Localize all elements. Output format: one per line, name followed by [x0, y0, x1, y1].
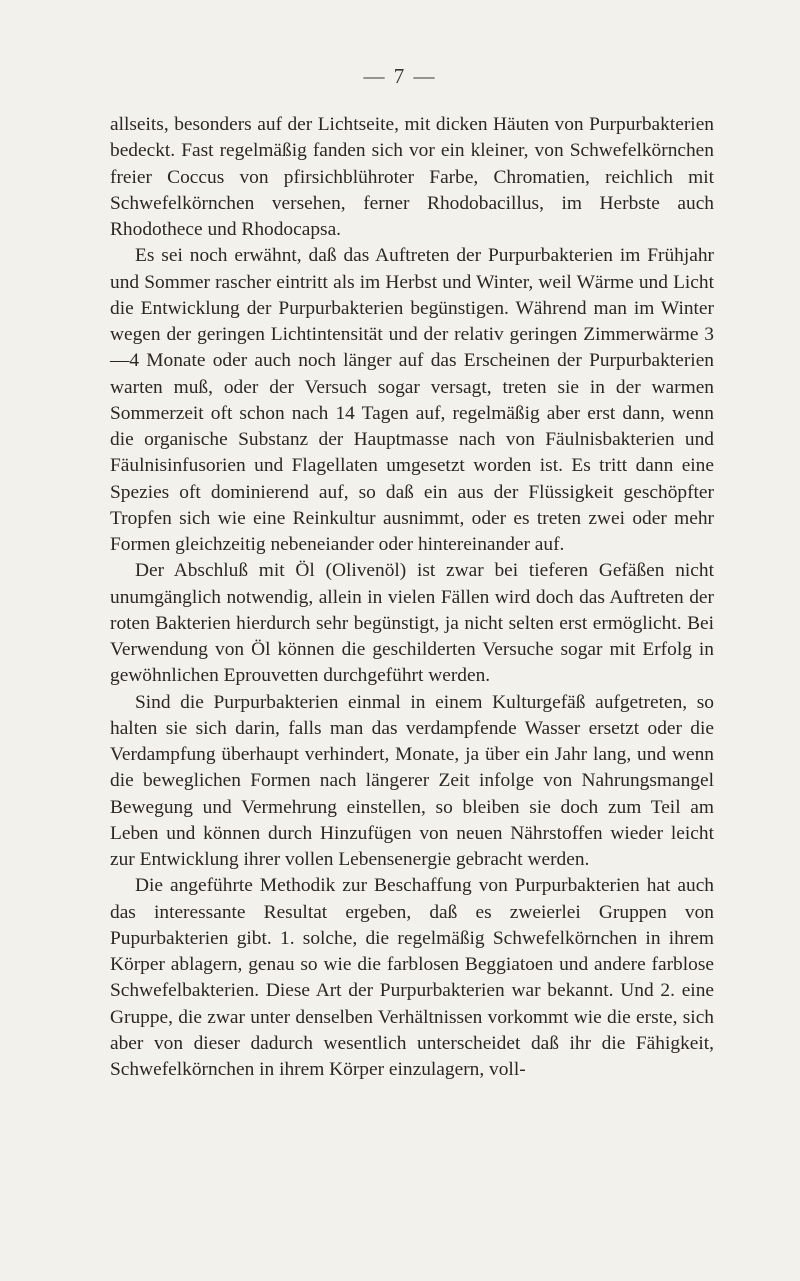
paragraph-4: Sind die Purpurbakterien einmal in einem Kulturgefäß aufgetreten, so halten sie sich darin, falls man das verdampfende Wasser ersetzt oder die Verdampfung überhaupt verhindert, Monate, ja über ein Jahr lang, und wenn die beweglichen Formen nach längerer Zeit infolge von Nahrungsmangel Bewegung und Vermehrung einstellen, so bleiben sie doch zum Teil am Leben und können durch Hinzufügen von neuen Nährstoffen wieder leicht zur Entwicklung ihrer vollen Lebensenergie gebracht werden. — [110, 691, 714, 870]
paragraph-5: Die angeführte Methodik zur Beschaffung von Purpurbakterien hat auch das interessante Resultat ergeben, daß es zweierlei Gruppen von Pupurbakterien gibt. 1. solche, die regelmäßig Schwefelkörnchen in ihrem Körper ablagern, genau so wie die farblosen Beggiatoen und andere farblose Schwefelbakterien. Diese Art der Purpurbakterien war bekannt. Und 2. eine Gruppe, die zwar unter denselben Verhältnissen vorkommt wie die erste, sich aber von dieser dadurch wesentlich unterscheidet daß ihr die Fähigkeit, Schwefelkörnchen in ihrem Körper einzulagern, voll- — [110, 875, 714, 1080]
paragraph-1: allseits, besonders auf der Lichtseite, mit dicken Häuten von Purpurbakterien bedeckt. Fast regelmäßig fanden sich vor ein kleiner, von Schwefelkörnchen freier Coccus von pfirsichblühroter Farbe, Chromatien, reichlich mit Schwefelkörnchen versehen, ferner Rhodobacillus, im Herbste auch Rhodothece und Rhodocapsa. — [110, 114, 714, 240]
page-number: — 7 — — [363, 64, 437, 88]
paragraph-3: Der Abschluß mit Öl (Olivenöl) ist zwar bei tieferen Gefäßen nicht unumgänglich notwendig, allein in vielen Fällen wird doch das Auftreten der roten Bakterien hierdurch sehr begünstigt, ja nicht selten erst ermöglicht. Bei Verwendung von Öl können die geschilderten Versuche sogar mit Erfolg in gewöhnlichen Eprouvetten durchgeführt werden. — [110, 560, 714, 687]
body-text — [110, 112, 714, 1083]
paragraph-2: Es sei noch erwähnt, daß das Auftreten der Purpurbakterien im Frühjahr und Sommer rascher eintritt als im Herbst und Winter, weil Wärme und Licht die Entwicklung der Purpurbakterien begünstigen. Während man im Winter wegen der geringen Lichtintensität und der relativ geringen Zimmerwärme 3—4 Monate oder auch noch länger auf das Erscheinen der Purpurbakterien warten muß, oder der Versuch sogar versagt, treten sie in der warmen Sommerzeit oft schon nach 14 Tagen auf, regelmäßig aber erst dann, wenn die organische Substanz der Hauptmasse nach von Fäulnisbakterien und Fäulnisinfusorien und Flagellaten umgesetzt worden ist. Es tritt dann eine Spezies oft dominierend auf, so daß ein aus der Flüssigkeit geschöpfter Tropfen sich wie eine Reinkultur ausnimmt, oder es treten zwei oder mehr Formen gleichzeitig nebeneiander oder hintereinander auf. — [110, 245, 714, 555]
